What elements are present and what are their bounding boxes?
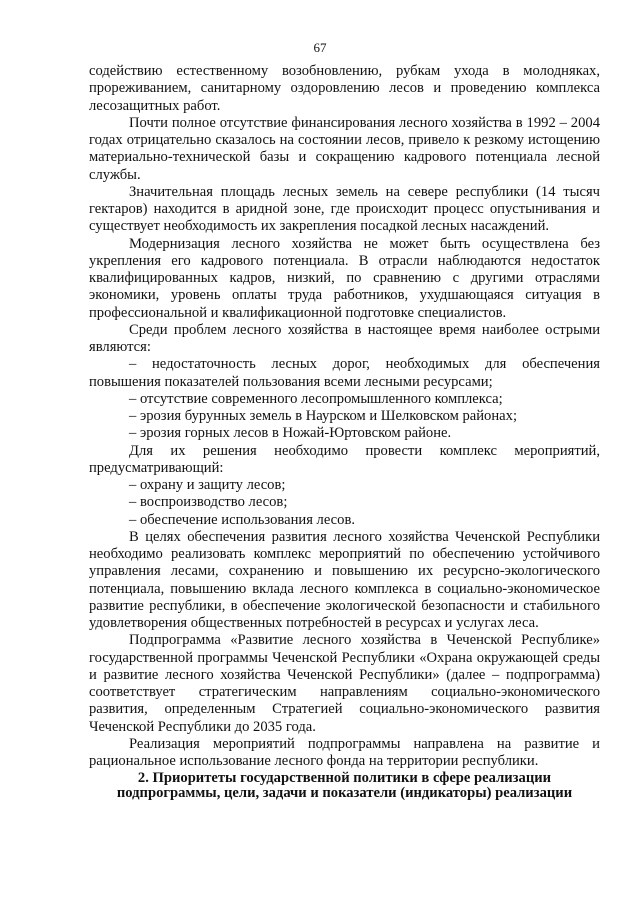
paragraph-implementation: Реализация мероприятий подпрограммы направлена на развитие и рациональное использование лесного фонда на территории республики. (89, 735, 600, 769)
paragraph-subprogram: Подпрограмма «Развитие лесного хозяйства в Чеченской Республике» государственной программы Чеченской Республики «Охрана окружающей среды и развитие лесного хозяйства Чеченской Республики» (далее – подпрограмма) соответствует стратегическим направлениям социально-экономического развития, определенным Стратегией социально-экономического развития Чеченской Республики до 2035 года. (89, 632, 600, 735)
solution-list-item: – охрану и защиту лесов; (129, 477, 286, 493)
page-number: 67 (313, 40, 327, 55)
solution-list-item: – обеспечение использования лесов. (129, 511, 355, 528)
problem-list-item: – эрозия горных лесов в Ножай-Юртовском районе. (129, 425, 452, 442)
section-heading: 2. Приоритеты государственной политики в сфере реализации подпрограммы, цели, задачи и показатели (индикаторы) реализации (116, 770, 573, 802)
solution-list-item: – воспроизводство лесов; (129, 494, 288, 511)
paragraph-arid-zone: Значительная площадь лесных земель на севере республики (14 тысяч гектаров) находится в аридной зоне, где происходит процесс опустынивания и существует необходимость их закрепления посадкой лесных насаждений. (89, 183, 600, 235)
paragraph-solutions-intro: Для их решения необходимо провести комплекс мероприятий, предусматривающий: (89, 442, 600, 476)
problem-list-item: – недостаточность лесных дорог, необходимых для обеспечения повышения показателей пользования всеми лесными ресурсами; (89, 356, 600, 390)
paragraph-continuation: содействию естественному возобновлению, рубкам ухода в молодняках, прореживанием, санитарному оздоровлению лесов и проведению комплекса лесозащитных работ. (89, 63, 600, 114)
paragraph-development-goals: В целях обеспечения развития лесного хозяйства Чеченской Республики необходимо реализовать комплекс мероприятий по обеспечению устойчивого управления лесами, сохранению и повышению их ресурсно-экологического потенциала, повышению вклада лесного комплекса в социально-экономическое развитие республики, в обеспечение экологической безопасности и стабильного удовлетворения общественных потребностей в ресурсах и услугах леса. (89, 528, 600, 631)
problem-list-item: – отсутствие современного лесопромышленного комплекса; (129, 390, 503, 407)
problem-list-item: – эрозия бурунных земель в Наурском и Шелковском районах; (129, 408, 517, 424)
document-body (89, 63, 600, 801)
paragraph-financing: Почти полное отсутствие финансирования лесного хозяйства в 1992 – 2004 годах отрицательно сказалось на состоянии лесов, привело к резкому истощению материально-технической базы и сокращению кадрового потенциала лесной службы. (89, 114, 600, 183)
paragraph-modernization: Модернизация лесного хозяйства не может быть осуществлена без укрепления его кадрового потенциала. В отрасли наблюдаются недостаток квалифицированных кадров, низкий, по сравнению с другими отраслями экономики, уровень оплаты труда работников, ухудшающаяся ситуация в профессиональной и квалификационной подготовке специалистов. (89, 235, 600, 321)
paragraph-problems-intro: Среди проблем лесного хозяйства в настоящее время наиболее острыми являются: (89, 321, 600, 355)
